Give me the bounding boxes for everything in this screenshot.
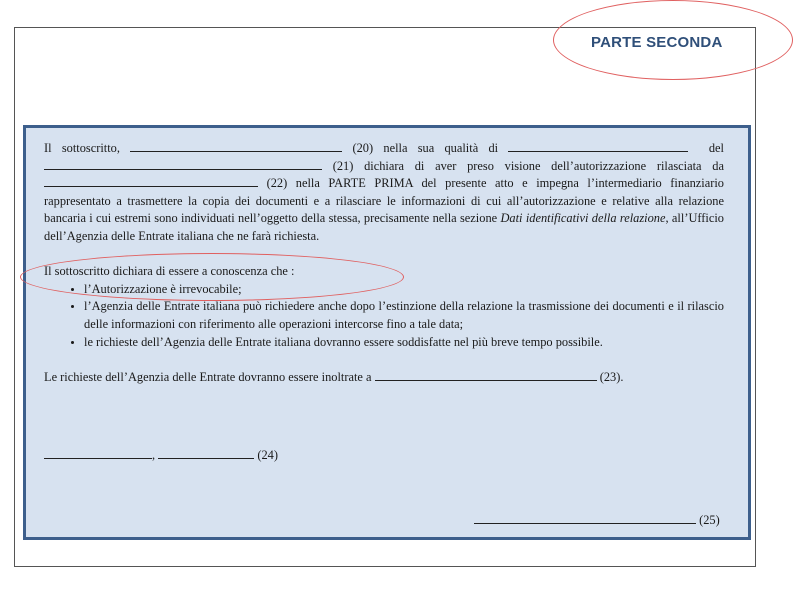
declaration-paragraph: Il sottoscritto, (20) nella sua qualità di del (21) dichiara di aver preso visione dell’autorizzazione rilasciata da (22) nella PARTE PRIMA del presente atto e impegna l’intermediario finanziario rappresentato a trasmettere la copia dei documenti e a rilasciare le informazioni di cui all’autorizzazione e relative alla relazione bancaria i cui estremi sono individuati nell’oggetto della stessa, precisamente nella sezione Dati identificativi della relazione, all’Ufficio dell’Agenzia delle Entrate italiana che ne farà richiesta. xyxy=(44,141,724,243)
signature-line: (25) xyxy=(474,512,720,528)
list-item: • l’Autorizzazione è irrevocabile; xyxy=(84,281,724,299)
blank-date[interactable] xyxy=(158,447,254,459)
blank-place[interactable] xyxy=(44,447,152,459)
awareness-heading: Il sottoscritto dichiara di essere a conoscenza che : xyxy=(44,264,295,279)
place-date-line: , (24) xyxy=(44,447,278,463)
blank-recipient[interactable] xyxy=(375,369,597,381)
list-item: • l’Agenzia delle Entrate italiana può richiedere anche dopo l’estinzione della relazione la trasmissione dei documenti e il rilascio delle informazioni con riferimento alle operazioni intercorse fino a tale data; xyxy=(84,298,724,333)
blank-signature[interactable] xyxy=(474,512,696,524)
title-highlight-ellipse xyxy=(553,0,793,80)
part-title: PARTE SECONDA xyxy=(591,34,723,51)
blank-issuer[interactable] xyxy=(44,175,258,187)
requests-paragraph: Le richieste dell’Agenzia delle Entrate dovranno essere inoltrate a (23). xyxy=(44,369,624,384)
list-item: • le richieste dell’Agenzia delle Entrate italiana dovranno essere soddisfatte nel più breve tempo possibile. xyxy=(84,334,724,352)
blank-name[interactable] xyxy=(130,140,342,152)
heading-highlight-ellipse xyxy=(20,253,404,301)
blank-entity[interactable] xyxy=(44,158,322,170)
blank-role[interactable] xyxy=(508,140,688,152)
